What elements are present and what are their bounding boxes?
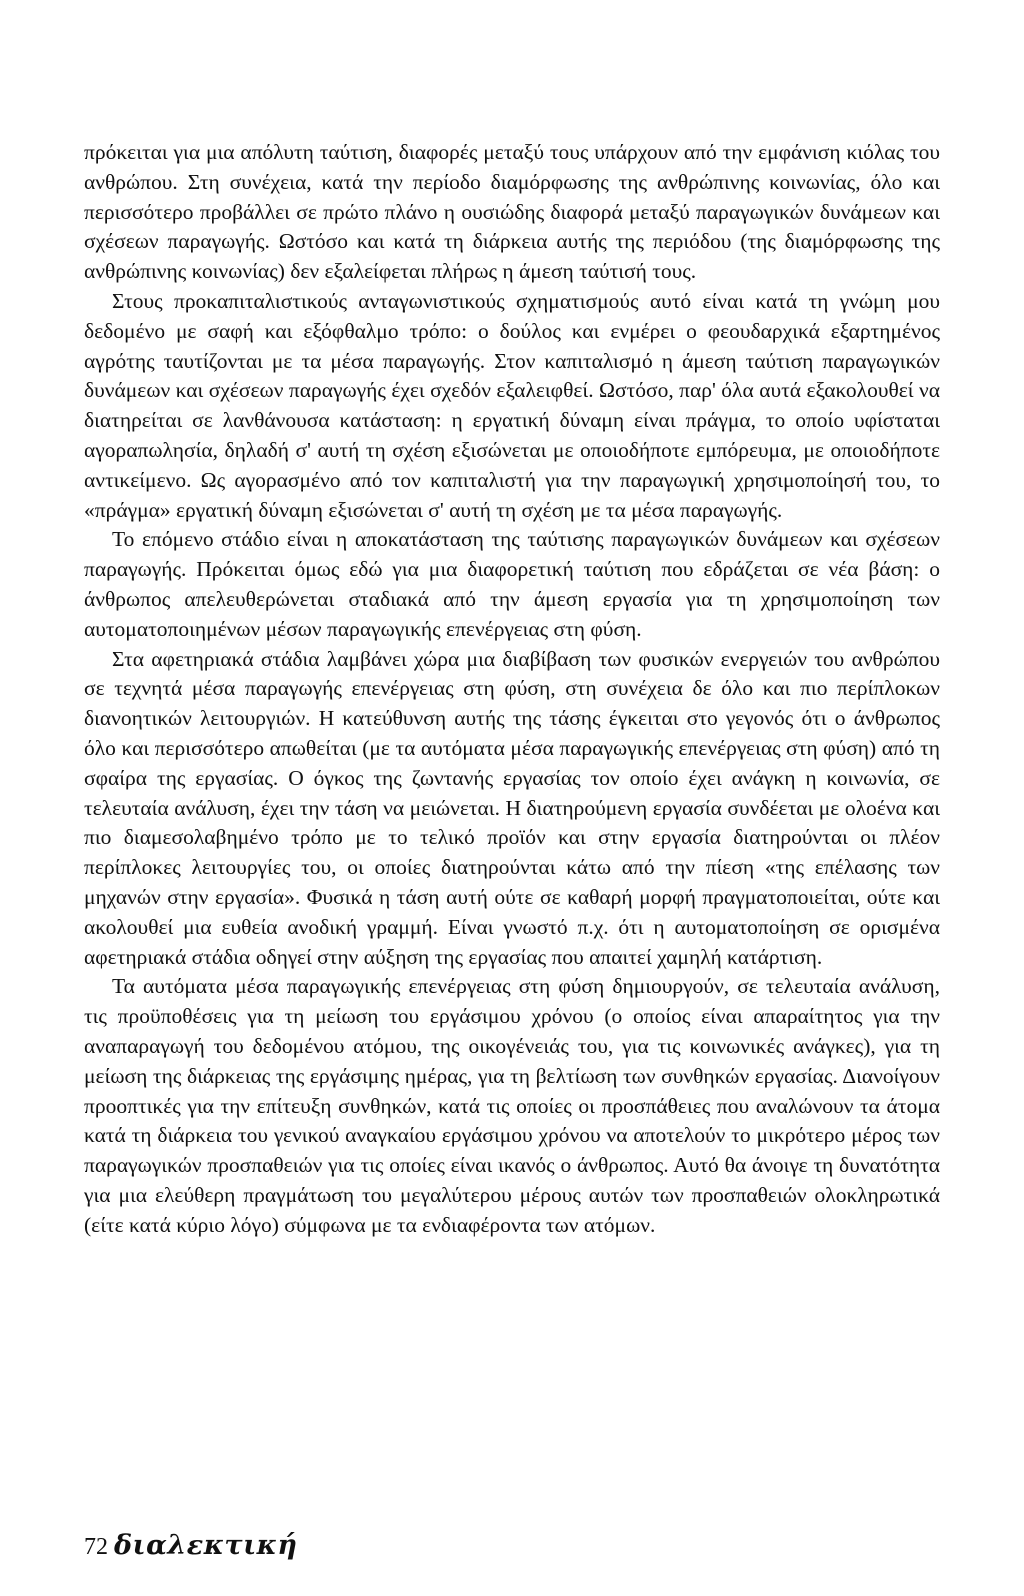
paragraph-5: Τα αυτόματα μέσα παραγωγικής επενέργειας στη φύση δημιουργούν, σε τελευταία ανάλυση, τις προϋποθέσεις για τη μείωση του εργάσιμου χρόνου (ο οποίος είναι απαραίτητος για την αναπαραγωγή του δεδομένου ατόμου, της οικογένειάς του, για τις κοινωνικές ανάγκες), για τη μείωση της διάρκειας της εργάσιμης ημέρας, για τη βελτίωση των συνθηκών εργασίας. Διανοίγουν προοπτικές για την επίτευξη συνθηκών, κατά τις οποίες οι προσπάθειες που αναλώνουν τα άτομα κατά τη διάρκεια του γενικού αναγκαίου εργάσιμου χρόνου να αποτελούν το μικρότερο μέρος των παραγωγικών προσπαθειών για τις οποίες είναι ικανός ο άνθρωπος. Αυτό θα άνοιγε τη δυνατότητα για μια ελεύθερη πραγμάτωση του μεγαλύτερου μέρους αυτών των προσπαθειών ολοκληρωτικά (είτε κατά κύριο λόγο) σύμφωνα με τα ενδιαφέροντα των ατόμων. bbox=[84, 974, 940, 1237]
page-body bbox=[84, 138, 940, 1240]
paragraph-2: Στους προκαπιταλιστικούς ανταγωνιστικούς σχηματισμούς αυτό είναι κατά τη γνώμη μου δεδομένο με σαφή και εξόφθαλμο τρόπο: ο δούλος και ενμέρει ο φεουδαρχικά εξαρτημένος αγρότης ταυτίζονται με τα μέσα παραγωγής. Στον καπιταλισμό η άμεση ταύτιση παραγωγικών δυνάμεων και σχέσεων παραγωγής έχει σχεδόν εξαλειφθεί. Ωστόσο, παρ' όλα αυτά εξακολουθεί να διατηρείται σε λανθάνουσα κατάσταση: η εργατική δύναμη είναι πράγμα, το οποίο υφίσταται αγοραπωλησία, δηλαδή σ' αυτή τη σχέση εξισώνεται με οποιοδήποτε εμπόρευμα, με οποιοδήποτε αντικείμενο. Ως αγορασμένο από τον καπιταλιστή για την παραγωγική χρησιμοποίησή του, το «πράγμα» εργατική δύναμη εξισώνεται σ' αυτή τη σχέση με τα μέσα παραγωγής. bbox=[84, 288, 940, 522]
paragraph-1: πρόκειται για μια απόλυτη ταύτιση, διαφορές μεταξύ τους υπάρχουν από την εμφάνιση κιόλας του ανθρώπου. Στη συνέχεια, κατά την περίοδο διαμόρφωσης της ανθρώπινης κοινωνίας, όλο και περισσότερο προβάλλει σε πρώτο πλάνο η ουσιώδης διαφορά μεταξύ παραγωγικών δυνάμεων και σχέσεων παραγωγής. Ωστόσο και κατά τη διάρκεια αυτής της περιόδου (της διαμόρφωσης της ανθρώπινης κοινωνίας) δεν εξαλείφεται πλήρως η άμεση ταύτισή τους. bbox=[84, 140, 940, 284]
paragraph-4: Στα αφετηριακά στάδια λαμβάνει χώρα μια διαβίβαση των φυσικών ενεργειών του ανθρώπου σε τεχνητά μέσα παραγωγής επενέργειας στη φύση, στη συνέχεια δε όλο και πιο περίπλοκων διανοητικών λειτουργιών. Η κατεύθυνση αυτής της τάσης έγκειται στο γεγονός ότι ο άνθρωπος όλο και περισσότερο απωθείται (με τα αυτόματα μέσα παραγωγικής επενέργειας στη φύση) από τη σφαίρα της εργασίας. Ο όγκος της ζωντανής εργασίας τον οποίο έχει ανάγκη η κοινωνία, σε τελευταία ανάλυση, έχει την τάση να μειώνεται. Η διατηρούμενη εργασία συνδέεται με ολοένα και πιο διαμεσολαβημένο τρόπο με το τελικό προϊόν και στην εργασία διατηρούνται οι πλέον περίπλοκες λειτουργίες του, οι οποίες διατηρούνται κάτω από την πίεση «της επέλασης των μηχανών στην εργασία». Φυσικά η τάση αυτή ούτε σε καθαρή μορφή πραγματοποιείται, ούτε και ακολουθεί μια ευθεία ανοδική γραμμή. Είναι γνωστό π.χ. ότι η αυτοματοποίηση σε ορισμένα αφετηριακά στάδια οδηγεί στην αύξηση της εργασίας που απαιτεί χαμηλή κατάρτιση. bbox=[84, 646, 940, 969]
page-number: 72 bbox=[84, 1534, 108, 1560]
paragraph-3: Το επόμενο στάδιο είναι η αποκατάσταση της ταύτισης παραγωγικών δυνάμεων και σχέσεων παραγωγής. Πρόκειται όμως εδώ για μια διαφορετική ταύτιση που εδράζεται σε νέα βάση: ο άνθρωπος απελευθερώνεται σταδιακά από την άμεση εργασία για τη χρησιμοποίηση των αυτοματοποιημένων μέσων παραγωγικής επενέργειας στη φύση. bbox=[84, 527, 940, 641]
journal-logo: διαλεκτική bbox=[114, 1530, 298, 1561]
page-footer bbox=[84, 1530, 298, 1570]
